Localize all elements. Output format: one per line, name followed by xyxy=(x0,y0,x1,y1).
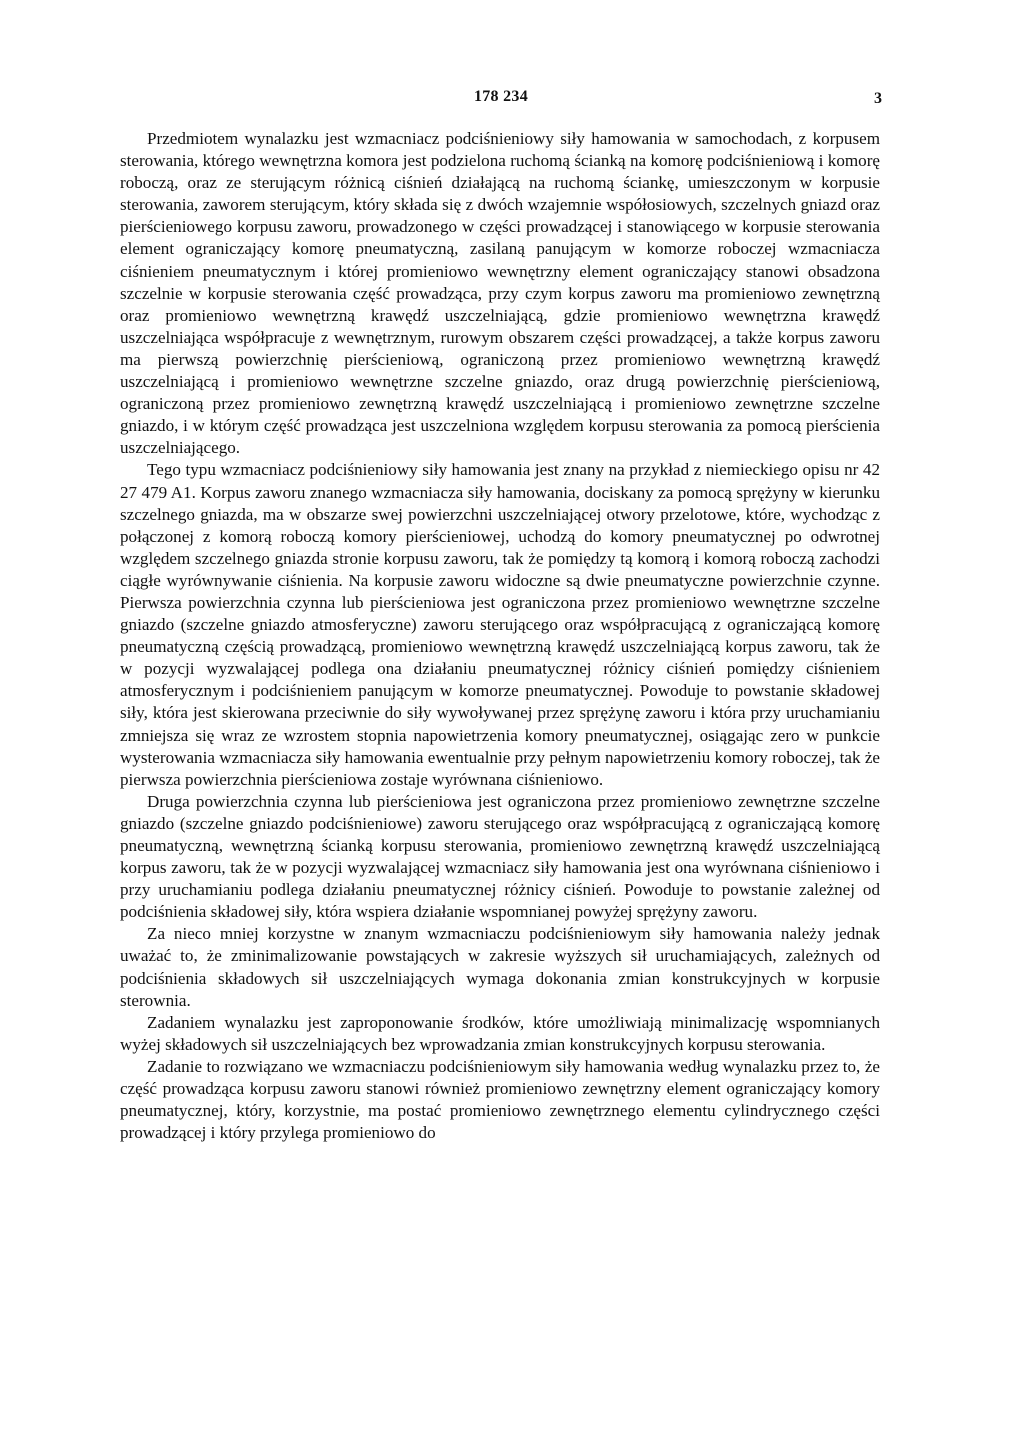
body-text xyxy=(120,128,880,1328)
paragraph-2: Tego typu wzmacniacz podciśnieniowy siły hamowania jest znany na przykład z niemieckiego opisu nr 42 27 479 A1. Korpus zaworu znanego wzmacniacza siły hamowania, dociskany za pomocą sprężyny w kierunku szczelnego gniazda, ma w obszarze swej powierzchni uszczelniającej otwory przelotowe, które, wychodząc z połączonej z komorą roboczą komory pierścieniowej, uchodzą do komory pneumatycznej po odwrotnej względem szczelnego gniazda stronie korpusu zaworu, tak że pomiędzy tą komorą i komorą roboczą zachodzi ciągłe wyrównywanie ciśnienia. Na korpusie zaworu widoczne są dwie pneumatyczne powierzchnie czynne. Pierwsza powierzchnia czynna lub pierścieniowa jest ograniczona przez promieniowo wewnętrzne szczelne gniazdo (szczelne gniazdo atmosferyczne) zaworu sterującego oraz współpracującą z ograniczającą komorę pneumatyczną częścią prowadzącą, promieniowo wewnętrzną krawędź uszczelniającą korpus zaworu, tak że w pozycji wyzwalającej podlega ona działaniu pneumatycznej różnicy ciśnień pomiędzy ciśnieniem atmosferycznym i podciśnieniem panującym w komorze pneumatycznej. Powoduje to powstanie składowej siły, która jest skierowana przeciwnie do siły wywoływanej przez sprężynę zaworu i która przy uruchamianiu zmniejsza się wraz ze wzrostem stopnia napowietrzenia komory pneumatycznej, osiągając zero w punkcie wysterowania wzmacniacza siły hamowania ewentualnie przy pełnym napowietrzeniu komory roboczej, tak że pierwsza powierzchnia pierścieniowa zostaje wyrównana ciśnieniowo. xyxy=(120,460,880,789)
page-header xyxy=(120,88,882,112)
paragraph-1: Przedmiotem wynalazku jest wzmacniacz podciśnieniowy siły hamowania w samochodach, z korpusem sterowania, którego wewnętrzna komora jest podzielona ruchomą ścianką na komorę podciśnieniową i komorę roboczą, oraz ze sterującym różnicą ciśnień działającą na ruchomą ściankę, umieszczonym w korpusie sterowania, zaworem sterującym, który składa się z dwóch wzajemnie współosiowych, szczelnych gniazd oraz pierścieniowego korpusu zaworu, prowadzonego w części prowadzącej i stanowiącego w korpusie sterowania element ograniczający komorę pneumatyczną, zasilaną panującym w komorze roboczej wzmacniacza ciśnieniem pneumatycznym i której promieniowo wewnętrzny element ograniczający stanowi obsadzona szczelnie w korpusie sterowania część prowadząca, przy czym korpus zaworu ma promieniowo zewnętrzną oraz promieniowo wewnętrzną krawędź uszczelniającą, gdzie promieniowo wewnętrzna krawędź uszczelniająca współpracuje z wewnętrznym, rurowym obszarem części prowadzącej, a także korpus zaworu ma pierwszą powierzchnię pierścieniową, ograniczoną przez promieniowo wewnętrzną krawędź uszczelniającą i promieniowo wewnętrzne szczelne gniazdo, oraz drugą powierzchnię pierścieniową, ograniczoną przez promieniowo zewnętrzną krawędź uszczelniającą i promieniowo zewnętrzne szczelne gniazdo, i w którym część prowadząca jest uszczelniona względem korpusu sterowania za pomocą pierścienia uszczelniającego. xyxy=(120,129,880,458)
paragraph-4: Za nieco mniej korzystne w znanym wzmacniaczu podciśnieniowym siły hamowania należy jednak uważać to, że zminimalizowanie powstających w zakresie wyższych sił uruchamiających, zależnych od podciśnienia składowych sił uszczelniających wymaga dokonania zmian konstrukcyjnych w korpusie sterownia. xyxy=(120,924,880,1010)
paragraph-3: Druga powierzchnia czynna lub pierścieniowa jest ograniczona przez promieniowo zewnętrzne szczelne gniazdo (szczelne gniazdo podciśnieniowe) zaworu sterującego oraz współpracującą z ograniczającą komorę pneumatyczną, wewnętrzną ścianką korpusu sterowania, promieniowo zewnętrzną krawędź uszczelniającą korpus zaworu, tak że w pozycji wyzwalającej wzmacniacz siły hamowania jest ona wyrównana ciśnieniowo i przy uruchamianiu podlega działaniu pneumatycznej różnicy ciśnień. Powoduje to powstanie zależnej od podciśnienia składowej siły, która wspiera działanie wspomnianej powyżej sprężyny zaworu. xyxy=(120,791,880,922)
patent-number: 178 234 xyxy=(473,88,529,105)
paragraph-6: Zadanie to rozwiązano we wzmacniaczu podciśnieniowym siły hamowania według wynalazku przez to, że część prowadząca korpusu zaworu stanowi również promieniowo zewnętrzny element ograniczający komory pneumatycznej, który, korzystnie, ma postać promieniowo zewnętrznego elementu cylindrycznego części prowadzącej i który przylega promieniowo do xyxy=(120,1056,880,1143)
paragraph-5: Zadaniem wynalazku jest zaproponowanie środków, które umożliwiają minimalizację wspomnianych wyżej składowych sił uszczelniających bez wprowadzania zmian konstrukcyjnych korpusu sterowania. xyxy=(120,1012,880,1054)
page-number: 3 xyxy=(874,90,882,107)
